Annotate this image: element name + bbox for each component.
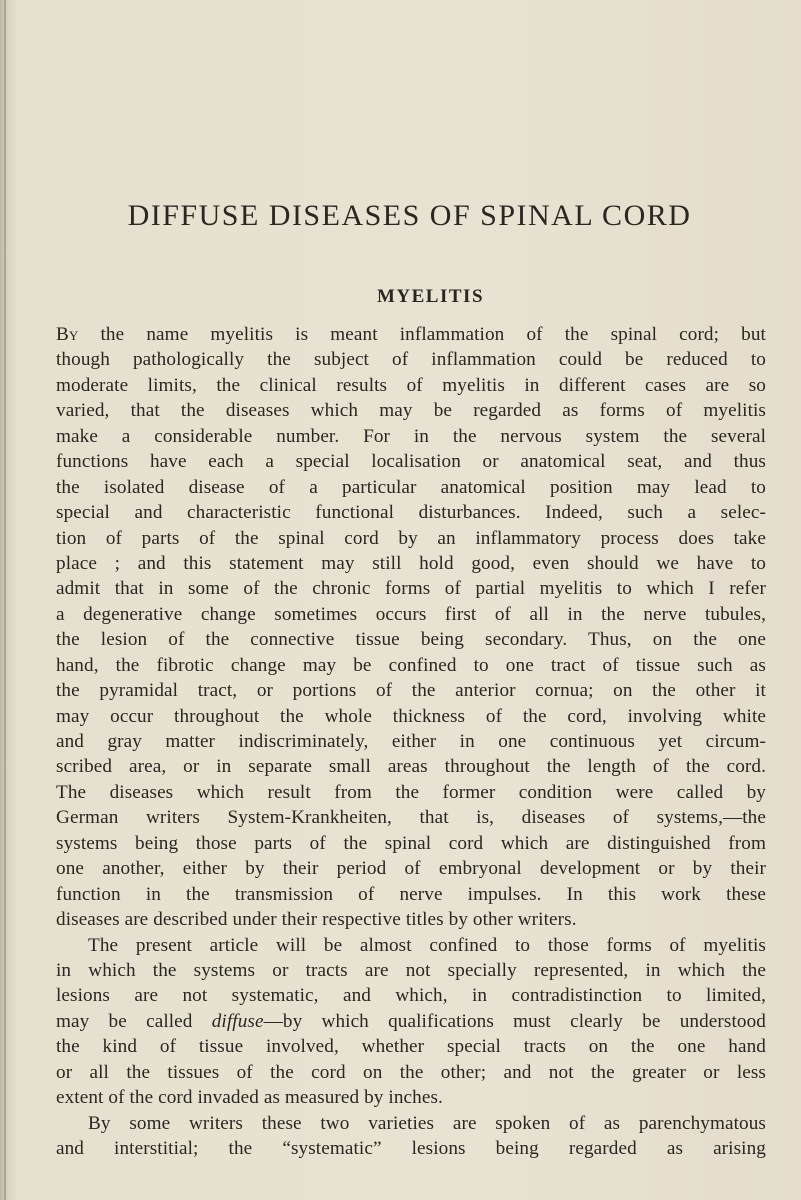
- text-line: varied, that the diseases which may be regarded as forms of myelitis: [56, 400, 766, 422]
- text-line: admit that in some of the chronic forms of partial myelitis to which I refer: [56, 578, 766, 600]
- chapter-title: DIFFUSE DISEASES OF SPINAL CORD: [127, 199, 692, 232]
- text-line: or all the tissues of the cord on the other; and not the greater or less: [56, 1061, 766, 1083]
- line-28-start: may be called: [56, 1010, 212, 1032]
- italic-word-diffuse: diffuse: [211, 1010, 264, 1032]
- text-line: hand, the fibrotic change may be confined to one tract of tissue such as: [56, 654, 766, 676]
- text-line: place ; and this statement may still hold good, even should we have to: [56, 552, 766, 574]
- text-line: the isolated disease of a particular anatomical position may lead to: [56, 476, 766, 498]
- page-spine-edge: [4, 0, 6, 1200]
- text-line: may occur throughout the whole thickness of the cord, involving white: [56, 705, 766, 727]
- text-line: By some writers these two varieties are spoken of as parenchymatous: [88, 1112, 766, 1134]
- text-line: the lesion of the connective tissue being secondary. Thus, on the one: [56, 629, 766, 651]
- text-line: [56, 322, 766, 347]
- text-line: tion of parts of the spinal cord by an inflammatory process does take: [56, 527, 766, 549]
- text-line: diseases are described under their respective titles by other writers.: [56, 909, 577, 931]
- text-line: The diseases which result from the former condition were called by: [56, 781, 766, 803]
- text-line: extent of the cord invaded as measured by inches.: [56, 1087, 443, 1109]
- text-line: a degenerative change sometimes occurs first of all in the nerve tubules,: [56, 603, 766, 625]
- text-line: and interstitial; the “systematic” lesions being regarded as arising: [56, 1138, 766, 1159]
- text-line: one another, either by their period of embryonal development or by their: [56, 858, 766, 880]
- text-line: systems being those parts of the spinal cord which are distinguished from: [56, 832, 766, 854]
- text-line: [56, 1009, 766, 1034]
- line-1-rest: the name myelitis is meant inflammation of the spinal cord; but: [78, 324, 766, 345]
- text-line: moderate limits, the clinical results of myelitis in different cases are so: [56, 374, 766, 396]
- first-word: By: [56, 324, 79, 345]
- section-subtitle: MYELITIS: [376, 286, 485, 307]
- text-line: and gray matter indiscriminately, either in one continuous yet circum-: [56, 731, 766, 752]
- text-line: German writers System-Krankheiten, that is, diseases of systems,—the: [56, 807, 766, 829]
- line-28-rest: —by which qualifications must clearly be understood: [263, 1010, 766, 1032]
- text-line: in which the systems or tracts are not specially represented, in which the: [56, 959, 766, 981]
- text-line: The present article will be almost confined to those forms of myelitis: [88, 934, 766, 956]
- text-line: special and characteristic functional disturbances. Indeed, such a selec-: [56, 502, 766, 524]
- text-line: the pyramidal tract, or portions of the anterior cornua; on the other it: [56, 680, 766, 702]
- text-line: lesions are not systematic, and which, in contradistinction to limited,: [56, 985, 766, 1007]
- text-line: function in the transmission of nerve impulses. In this work these: [56, 883, 766, 905]
- text-line: make a considerable number. For in the nervous system the several: [56, 425, 766, 447]
- text-line: functions have each a special localisation or anatomical seat, and thus: [56, 451, 766, 473]
- text-line: scribed area, or in separate small areas throughout the length of the cord.: [56, 756, 766, 778]
- text-line: the kind of tissue involved, whether special tracts on the one hand: [56, 1036, 766, 1058]
- text-line: though pathologically the subject of inflammation could be reduced to: [56, 349, 766, 371]
- body-text: [56, 322, 766, 1161]
